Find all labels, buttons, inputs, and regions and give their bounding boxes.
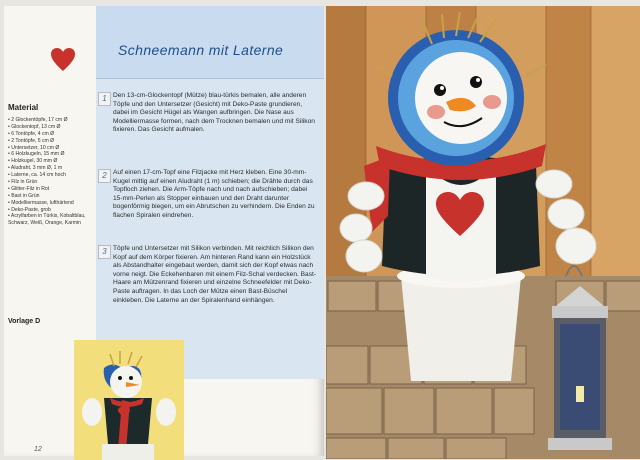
page-number: 12 bbox=[34, 446, 42, 453]
instructions-panel bbox=[96, 79, 324, 379]
material-item: • Bast in Grün bbox=[8, 192, 40, 199]
step-text: Den 13-cm-Glockentopf (Mütze) blau-türkis bemalen, alle anderen Töpfe und den Untersetzer (Gesicht) mit Deko-Paste grundieren, dabei im Gesicht Hügel als Wangen aufbringen. Die Nase aus Modelliermasse formen, nach dem Trocknen bemalen und mit Silikon fixieren. Das Gesicht aufmalen. bbox=[113, 92, 315, 134]
instruction-step bbox=[102, 92, 318, 135]
instruction-step bbox=[102, 245, 318, 305]
material-item: • Laterne, ca. 14 cm hoch bbox=[8, 172, 66, 179]
left-page bbox=[4, 6, 324, 456]
material-item: • Holzkugel, 30 mm Ø bbox=[8, 158, 58, 165]
step-text: Auf einen 17-cm-Topf eine Filzjacke mit Herz kleben. Eine 30-mm-Kugel mittig auf einen Aludraht (1 m) schieben; die Drähte durch das Topfloch ziehen. Die Arm-Töpfe nach und nach aufschieben; dabei 15-mm-Perlen als Stopper einbauen und den Draht darunter bogenförmig biegen, um ein Abrutschen zu verhindern. Die Enden zu flachen Spiralen eindrehen. bbox=[113, 169, 315, 219]
material-sidebar bbox=[4, 6, 96, 346]
material-item: • Deko-Paste, grob bbox=[8, 206, 51, 213]
template-reference: Vorlage D bbox=[8, 318, 41, 325]
instruction-step bbox=[102, 169, 318, 221]
material-list bbox=[8, 117, 96, 227]
snowman-thumbnail-illustration bbox=[74, 340, 184, 460]
step-number: 3 bbox=[98, 245, 111, 259]
material-item: • Modelliermasse, lufthärtend bbox=[8, 199, 74, 206]
thumbnail-photo bbox=[74, 340, 184, 460]
material-item: • Acrylfarben in Türkis, Kobaltblau, Schwarz, Weiß, Orange, Karmin bbox=[8, 213, 86, 226]
page-title: Schneemann mit Laterne bbox=[118, 42, 284, 58]
heart-icon bbox=[50, 47, 76, 73]
material-item: • Filz in Grün bbox=[8, 179, 38, 186]
step-number: 2 bbox=[98, 169, 111, 183]
photo-page bbox=[326, 6, 640, 459]
material-item: • 2 Tontöpfe, 5 cm Ø bbox=[8, 137, 55, 144]
material-heading: Material bbox=[8, 103, 39, 112]
material-item: • Aludraht, 3 mm Ø, 1 m bbox=[8, 165, 63, 172]
material-item: • Glockentopf, 13 cm Ø bbox=[8, 123, 61, 130]
material-item: • Glitter-Filz in Rot bbox=[8, 185, 50, 192]
material-item: • 6 Tontöpfe, 4 cm Ø bbox=[8, 130, 55, 137]
material-item: • 6 Holzkugeln, 15 mm Ø bbox=[8, 151, 65, 158]
step-text: Töpfe und Untersetzer mit Silikon verbinden. Mit reichlich Silikon den Kopf auf dem Körper fixieren. Am hinteren Rand kann ein Holzstück als Abstandhalter eingebaut werden, damit sich der Kopf etwas nach vorne neigt. Die Eckehenbaren mit einem Filz-Schal verdecken. Bast-Haare am Mützenrand fixieren und einzelne Schneefelder mit Deko-Paste auftragen. In das Loch der Mütze einen Bast-Büschel einkleben. Die Laterne an der Spiralenhand einhängen. bbox=[113, 245, 317, 304]
step-number: 1 bbox=[98, 92, 111, 106]
material-item: • 2 Glockentöpfe, 17 cm Ø bbox=[8, 117, 68, 123]
snowman-photo bbox=[326, 6, 640, 459]
material-item: • Untersetzer, 10 cm Ø bbox=[8, 144, 60, 151]
